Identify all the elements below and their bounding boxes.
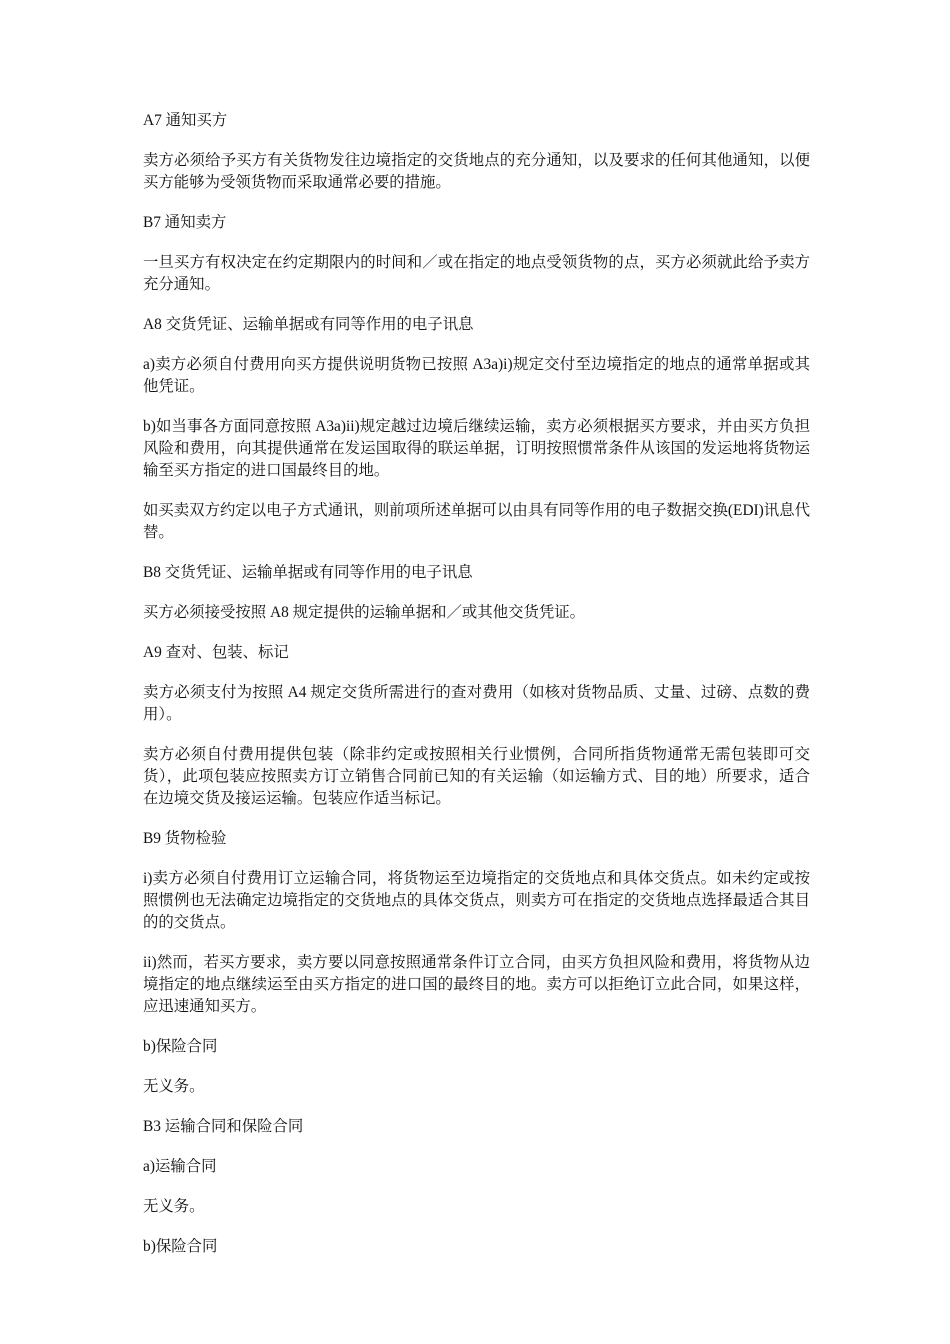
paragraph-a8-b: b)如当事各方面同意按照 A3a)ii)规定越过边境后继续运输，卖方必须根据买方要求，并由买方负担风险和费用，向其提供通常在发运国取得的联运单据，订明按照惯常条件从该国的发运地将货物运输至买方指定的进口国最终目的地。 <box>143 418 810 479</box>
section-heading-b7: B7 通知卖方 <box>143 214 227 231</box>
paragraph-a8-a: a)卖方必须自付费用向买方提供说明货物已按照 A3a)i)规定交付至边境指定的地点的通常单据或其他凭证。 <box>143 356 810 395</box>
subheading-insurance-contract: b)保险合同 <box>143 1038 218 1055</box>
paragraph-a7: 卖方必须给予买方有关货物发往边境指定的交货地点的充分通知，以及要求的任何其他通知，以便买方能够为受领货物而采取通常必要的措施。 <box>143 152 810 191</box>
section-heading-b3: B3 运输合同和保险合同 <box>143 1118 304 1135</box>
paragraph-a9-packing: 卖方必须自付费用提供包装（除非约定或按照相关行业惯例，合同所指货物通常无需包装即可交货），此项包装应按照卖方订立销售合同前已知的有关运输（如运输方式、目的地）所要求，适合在边境交货及接运运输。包装应作适当标记。 <box>143 746 810 807</box>
paragraph-b9-ii: ii)然而，若买方要求，卖方要以同意按照通常条件订立合同，由买方负担风险和费用，将货物从边境指定的地点继续运至由买方指定的进口国的最终目的地。卖方可以拒绝订立此合同，如果这样，应迅速通知买方。 <box>143 954 810 1015</box>
section-heading-a8: A8 交货凭证、运输单据或有同等作用的电子讯息 <box>143 316 474 333</box>
section-heading-a7: A7 通知买方 <box>143 112 228 129</box>
subheading-insurance-contract-2: b)保险合同 <box>143 1238 218 1255</box>
section-heading-a9: A9 查对、包装、标记 <box>143 644 289 661</box>
paragraph-b8: 买方必须接受按照 A8 规定提供的运输单据和／或其他交货凭证。 <box>143 604 586 621</box>
paragraph-b9-i: i)卖方必须自付费用订立运输合同，将货物运至边境指定的交货地点和具体交货点。如未约定或按照惯例也无法确定边境指定的交货地点的具体交货点，则卖方可在指定的交货地点选择最适合其目的的交货点。 <box>143 870 810 931</box>
subheading-transport-contract: a)运输合同 <box>143 1158 217 1175</box>
section-heading-b8: B8 交货凭证、运输单据或有同等作用的电子讯息 <box>143 564 473 581</box>
paragraph-a9-check: 卖方必须支付为按照 A4 规定交货所需进行的查对费用（如核对货物品质、丈量、过磅、点数的费用）。 <box>143 684 810 723</box>
section-heading-b9: B9 货物检验 <box>143 830 227 847</box>
paragraph-no-obligation: 无义务。 <box>143 1078 205 1095</box>
paragraph-b7: 一旦买方有权决定在约定期限内的时间和／或在指定的地点受领货物的点，买方必须就此给予卖方充分通知。 <box>143 254 810 293</box>
document-page <box>143 110 810 1258</box>
paragraph-no-obligation-2: 无义务。 <box>143 1198 205 1215</box>
paragraph-a8-edi: 如买卖双方约定以电子方式通讯，则前项所述单据可以由具有同等作用的电子数据交换(EDI)讯息代替。 <box>143 502 810 541</box>
